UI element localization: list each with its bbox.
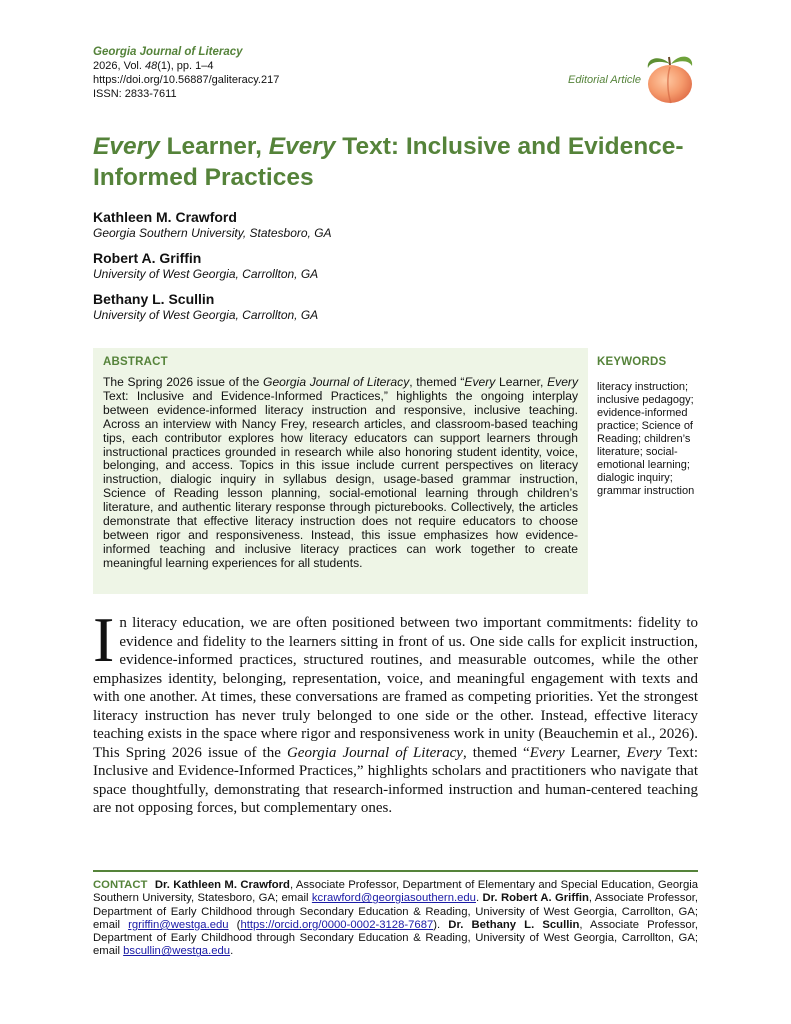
volume-prefix: 2026, Vol. <box>93 60 145 72</box>
body-segment: , themed “ <box>462 744 530 761</box>
title-part-1: Every <box>93 133 160 160</box>
contact-segment: ( <box>228 918 241 931</box>
contact-author-name: Dr. Kathleen M. Crawford <box>154 879 290 891</box>
keywords-heading: KEYWORDS <box>597 356 667 368</box>
journal-header <box>93 45 279 101</box>
body-paragraph <box>93 604 699 818</box>
contact-segment: ). <box>433 918 449 931</box>
contact-segment: . <box>475 892 483 905</box>
abstract-segment: The Spring 2026 issue of the <box>103 375 264 389</box>
keywords-panel <box>597 356 697 498</box>
contact-segment: . <box>230 945 234 958</box>
author-name: Kathleen M. Crawford <box>93 209 237 225</box>
article-title <box>93 131 693 193</box>
author-affiliation: University of West Georgia, Carrollton, GA <box>93 267 319 281</box>
abstract-box <box>93 348 588 594</box>
contact-segment: , Associate Professor, Department of Elementary and Special Education, Georgia Southern University, Statesboro, GA; email <box>93 879 699 905</box>
issn: ISSN: 2833-7611 <box>93 88 177 100</box>
article-type: Editorial Article <box>568 74 641 86</box>
doi[interactable]: https://doi.org/10.56887/galiteracy.217 <box>93 74 280 86</box>
abstract-every: Every <box>464 375 496 389</box>
body-segment: n literacy education, we are often positioned between two important commitments: fidelity to evidence and fidelity to the learners sitting in front of us. One side calls for explicit instruction, evidence-informed practices, structured routines, and measurable outcomes, while the other emphasizes identity, belonging, representation, voice, and meaningful engagement with texts and with one another. At times, these conversations are framed as competing priorities. Yet the strongest literacy instruction has never truly belonged to one side or the other. Instead, effective literacy teaching exists in the space where rigor and responsiveness work in unity (Beauchemin et al., 2026). This Spring 2026 issue of the <box>93 615 698 761</box>
abstract-heading: ABSTRACT <box>103 356 168 368</box>
contact-segment: , Associate Professor, Department of Early Childhood through Secondary Education & Reading, University of West Georgia, Carrollton, GA; email <box>93 918 698 958</box>
body-segment: Learner, <box>564 744 627 761</box>
author-list <box>93 208 332 331</box>
drop-cap: I <box>93 604 115 675</box>
contact-info <box>93 879 698 959</box>
volume-info <box>93 59 279 73</box>
abstract-text <box>103 376 578 571</box>
contact-label: CONTACT <box>93 879 148 891</box>
body-journal-name: Georgia Journal of Literacy <box>286 744 463 761</box>
journal-name: Georgia Journal of Literacy <box>93 46 243 58</box>
author-affiliation: Georgia Southern University, Statesboro, GA <box>93 226 332 240</box>
email-link[interactable]: bscullin@westga.edu <box>123 945 231 958</box>
email-link[interactable]: rgriffin@westga.edu <box>128 918 229 931</box>
abstract-segment: Text: Inclusive and Evidence-Informed Practices,” highlights the ongoing interplay between evidence-informed literacy instruction and responsive, inclusive teaching. Across an interview with Nancy Frey, research articles, and classroom-based teaching tips, each contributor explores how literacy educators can support learners through instructional practices grounded in research while also honoring student identity, voice, belonging, and access. Topics in this issue include current perspectives on literacy instruction, dialogic inquiry in syllabus design, usage-based grammar instruction, Science of Reading lesson planning, social-emotional learning through children’s literature, and authentic literary response through picturebooks. Collectively, the articles demonstrate that effective literacy instruction does not require educators to choose between rigor and responsiveness. Instead, this issue emphasizes how evidence-informed teaching and inclusive literacy practices can work together to create meaningful learning experiences for all students. <box>103 388 578 570</box>
keywords-text: literacy instruction; inclusive pedagogy; evidence-informed practice; Science of Reading; children’s literature; social-emotional learning; dialogic inquiry; grammar instruction <box>597 381 695 497</box>
author-entry <box>93 249 332 282</box>
author-name: Robert A. Griffin <box>93 250 202 266</box>
body-every: Every <box>529 744 565 761</box>
contact-author-name: Dr. Robert A. Griffin <box>482 892 589 905</box>
email-link[interactable]: kcrawford@georgiasouthern.edu <box>311 892 476 905</box>
abstract-segment: , themed “ <box>409 375 465 389</box>
volume-suffix: (1), pp. 1–4 <box>157 60 214 72</box>
contact-author-name: Dr. Bethany L. Scullin <box>448 918 580 931</box>
body-every: Every <box>626 744 662 761</box>
abstract-every: Every <box>547 375 578 389</box>
footer-divider <box>93 870 698 872</box>
title-part-2: Learner, <box>159 133 269 160</box>
abstract-journal-name: Georgia Journal of Literacy <box>263 375 410 389</box>
author-name: Bethany L. Scullin <box>93 291 215 307</box>
author-entry <box>93 290 332 323</box>
title-part-4: Text: Inclusive and Evidence-Informed Practices <box>93 133 684 191</box>
orcid-link[interactable]: https://orcid.org/0000-0002-3128-7687 <box>240 918 434 931</box>
contact-segment: , Associate Professor, Department of Early Childhood through Secondary Education & Reading, University of West Georgia, Carrollton, GA; email <box>93 892 699 931</box>
body-segment: Text: Inclusive and Evidence-Informed Practices,” highlights scholars and practitioners who navigate that space thoughtfully, demonstrating that research-informed instruction and human-centered teaching are not opposing forces, but complementary ones. <box>93 744 699 816</box>
title-part-3: Every <box>268 133 336 160</box>
abstract-segment: Learner, <box>495 375 548 389</box>
volume-number: 48 <box>145 60 158 72</box>
author-affiliation: University of West Georgia, Carrollton, GA <box>93 308 319 322</box>
peach-icon <box>642 48 698 104</box>
author-entry <box>93 208 332 241</box>
